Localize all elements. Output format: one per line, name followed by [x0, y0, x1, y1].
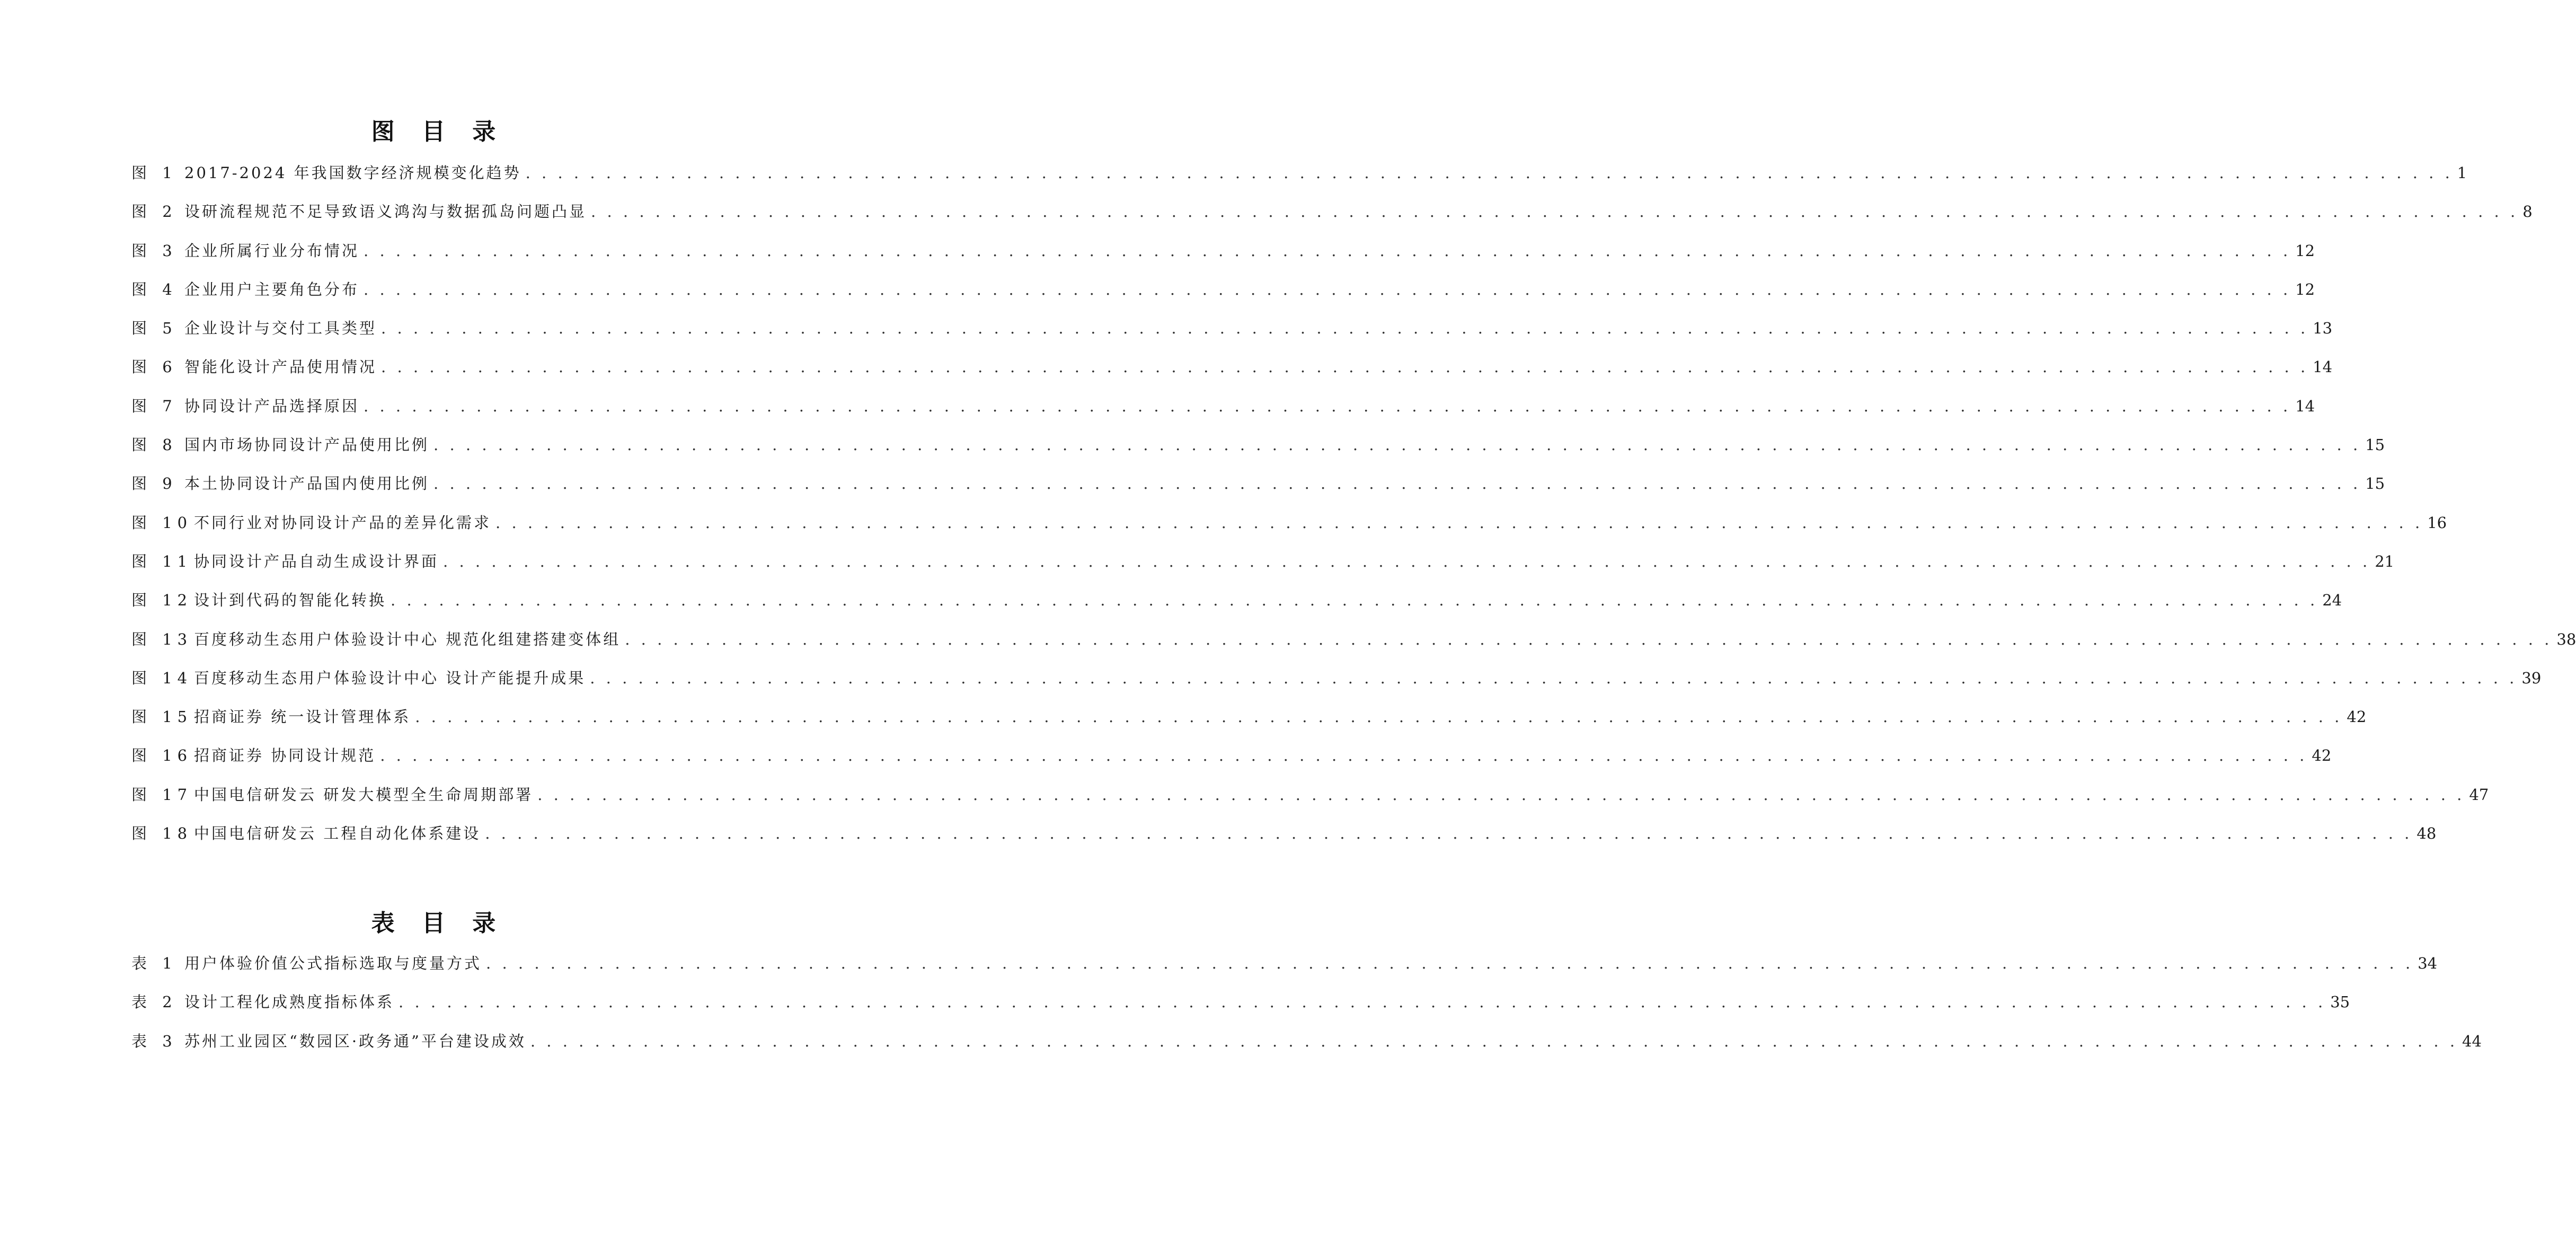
figure-toc-entry[interactable] [131, 667, 2542, 706]
entry-page-number: 16 [2427, 513, 2447, 532]
figure-toc-entry[interactable] [131, 434, 2385, 473]
figure-toc-entry[interactable] [131, 706, 2367, 745]
entry-label: 表 1 [131, 954, 178, 972]
figure-toc-title: 图 目 录 [371, 118, 506, 145]
dot-leader: . . . . . . . . . . . . . . . . . . . . . . . . . . . . . . . . . . . . . . . . . . . . . . . . . . . . . . . . . . . . . . . . . . . . . . . . . . . . . . . . . . . . . . . . . . . . . . . . . . . . . . . . . . . . . . . . . . . . . . . . [433, 474, 2361, 493]
table-toc-title: 表 目 录 [371, 910, 506, 937]
table-toc-entry[interactable] [131, 1031, 2482, 1069]
dot-leader: . . . . . . . . . . . . . . . . . . . . . . . . . . . . . . . . . . . . . . . . . . . . . . . . . . . . . . . . . . . . . . . . . . . . . . . . . . . . . . . . . . . . . . . . . . . . . . . . . . . . . . . . . . . . . . . . . . . . . . . . [381, 319, 2309, 338]
entry-title: 协同设计产品自动生成设计界面 [194, 552, 439, 570]
dot-leader: . . . . . . . . . . . . . . . . . . . . . . . . . . . . . . . . . . . . . . . . . . . . . . . . . . . . . . . . . . . . . . . . . . . . . . . . . . . . . . . . . . . . . . . . . . . . . . . . . . . . . . . . . . . . . . . . . . . . . . . . [590, 669, 2518, 687]
entry-label: 图 4 [131, 280, 178, 298]
entry-label: 图 1 [131, 164, 178, 182]
entry-title: 国内市场协同设计产品使用比例 [184, 436, 430, 454]
figure-toc-entry[interactable] [131, 823, 2437, 861]
dot-leader: . . . . . . . . . . . . . . . . . . . . . . . . . . . . . . . . . . . . . . . . . . . . . . . . . . . . . . . . . . . . . . . . . . . . . . . . . . . . . . . . . . . . . . . . . . . . . . . . . . . . . . . . . . . . . . . . . . . . . . . . [625, 630, 2553, 648]
entry-page-number: 14 [2313, 358, 2333, 376]
entry-label: 图 5 [131, 319, 178, 338]
entry-label: 图 9 [131, 474, 178, 493]
figure-toc-entry[interactable] [131, 318, 2333, 356]
dot-leader: . . . . . . . . . . . . . . . . . . . . . . . . . . . . . . . . . . . . . . . . . . . . . . . . . . . . . . . . . . . . . . . . . . . . . . . . . . . . . . . . . . . . . . . . . . . . . . . . . . . . . . . . . . . . . . . . . . . . . . . . [530, 1032, 2458, 1050]
entry-page-number: 14 [2295, 397, 2315, 415]
dot-leader: . . . . . . . . . . . . . . . . . . . . . . . . . . . . . . . . . . . . . . . . . . . . . . . . . . . . . . . . . . . . . . . . . . . . . . . . . . . . . . . . . . . . . . . . . . . . . . . . . . . . . . . . . . . . . . . . . . . . . . . . [486, 954, 2414, 972]
entry-title: 招商证券 统一设计管理体系 [194, 708, 411, 726]
entry-page-number: 38 [2556, 630, 2576, 648]
entry-title: 中国电信研发云 研发大模型全生命周期部署 [194, 785, 534, 804]
entry-page-number: 1 [2457, 164, 2467, 182]
entry-page-number: 12 [2295, 280, 2315, 298]
entry-page-number: 8 [2522, 203, 2533, 221]
entry-page-number: 42 [2347, 708, 2367, 726]
dot-leader: . . . . . . . . . . . . . . . . . . . . . . . . . . . . . . . . . . . . . . . . . . . . . . . . . . . . . . . . . . . . . . . . . . . . . . . . . . . . . . . . . . . . . . . . . . . . . . . . . . . . . . . . . . . . . . . . . . . . . . . . [391, 591, 2318, 610]
entry-label: 图 11 [131, 552, 193, 570]
entry-page-number: 15 [2365, 474, 2385, 493]
entry-title: 企业用户主要角色分布 [184, 280, 360, 298]
entry-title: 百度移动生态用户体验设计中心 规范化组建搭建变体组 [194, 630, 621, 648]
table-toc-list [131, 953, 2482, 1069]
dot-leader: . . . . . . . . . . . . . . . . . . . . . . . . . . . . . . . . . . . . . . . . . . . . . . . . . . . . . . . . . . . . . . . . . . . . . . . . . . . . . . . . . . . . . . . . . . . . . . . . . . . . . . . . . . . . . . . . . . . . . . . . [381, 358, 2309, 376]
entry-page-number: 35 [2330, 993, 2350, 1012]
entry-title: 中国电信研发云 工程自动化体系建设 [194, 824, 481, 843]
entry-label: 图 12 [131, 591, 193, 610]
entry-page-number: 42 [2312, 746, 2332, 765]
dot-leader: . . . . . . . . . . . . . . . . . . . . . . . . . . . . . . . . . . . . . . . . . . . . . . . . . . . . . . . . . . . . . . . . . . . . . . . . . . . . . . . . . . . . . . . . . . . . . . . . . . . . . . . . . . . . . . . . . . . . . . . . [364, 241, 2291, 260]
entry-label: 图 17 [131, 785, 193, 804]
entry-label: 图 7 [131, 397, 178, 415]
figure-toc-entry[interactable] [131, 201, 2533, 240]
figure-toc-entry[interactable] [131, 512, 2447, 551]
entry-label: 表 3 [131, 1032, 178, 1050]
dot-leader: . . . . . . . . . . . . . . . . . . . . . . . . . . . . . . . . . . . . . . . . . . . . . . . . . . . . . . . . . . . . . . . . . . . . . . . . . . . . . . . . . . . . . . . . . . . . . . . . . . . . . . . . . . . . . . . . . . . . . . . . [415, 708, 2343, 726]
figure-toc-entry[interactable] [131, 395, 2315, 434]
dot-leader: . . . . . . . . . . . . . . . . . . . . . . . . . . . . . . . . . . . . . . . . . . . . . . . . . . . . . . . . . . . . . . . . . . . . . . . . . . . . . . . . . . . . . . . . . . . . . . . . . . . . . . . . . . . . . . . . . . . . . . . . [485, 824, 2413, 843]
entry-page-number: 47 [2469, 785, 2489, 804]
entry-title: 设计工程化成熟度指标体系 [184, 993, 395, 1012]
dot-leader: . . . . . . . . . . . . . . . . . . . . . . . . . . . . . . . . . . . . . . . . . . . . . . . . . . . . . . . . . . . . . . . . . . . . . . . . . . . . . . . . . . . . . . . . . . . . . . . . . . . . . . . . . . . . . . . . . . . . . . . . [591, 203, 2519, 221]
entry-page-number: 12 [2295, 241, 2315, 260]
entry-title: 企业所属行业分布情况 [184, 241, 360, 260]
figure-toc-entry[interactable] [131, 473, 2385, 512]
entry-label: 图 8 [131, 436, 178, 454]
figure-toc-list [131, 162, 2576, 861]
figure-toc-entry[interactable] [131, 162, 2467, 201]
dot-leader: . . . . . . . . . . . . . . . . . . . . . . . . . . . . . . . . . . . . . . . . . . . . . . . . . . . . . . . . . . . . . . . . . . . . . . . . . . . . . . . . . . . . . . . . . . . . . . . . . . . . . . . . . . . . . . . . . . . . . . . . [399, 993, 2326, 1012]
figure-toc-entry[interactable] [131, 279, 2315, 318]
entry-label: 图 3 [131, 241, 178, 260]
entry-page-number: 21 [2375, 552, 2395, 570]
entry-label: 表 2 [131, 993, 178, 1012]
entry-page-number: 15 [2365, 436, 2385, 454]
entry-title: 不同行业对协同设计产品的差异化需求 [194, 513, 492, 532]
figure-toc-entry[interactable] [131, 745, 2332, 784]
entry-label: 图 14 [131, 669, 193, 687]
entry-title: 设计到代码的智能化转换 [194, 591, 387, 610]
dot-leader: . . . . . . . . . . . . . . . . . . . . . . . . . . . . . . . . . . . . . . . . . . . . . . . . . . . . . . . . . . . . . . . . . . . . . . . . . . . . . . . . . . . . . . . . . . . . . . . . . . . . . . . . . . . . . . . . . . . . . . . . [364, 280, 2291, 298]
figure-toc-entry[interactable] [131, 629, 2576, 667]
table-toc-entry[interactable] [131, 991, 2350, 1030]
figure-toc-entry[interactable] [131, 240, 2315, 279]
figure-toc-entry[interactable] [131, 784, 2489, 823]
entry-label: 图 2 [131, 203, 178, 221]
table-toc-entry[interactable] [131, 953, 2438, 991]
entry-title: 设研流程规范不足导致语义鸿沟与数据孤岛问题凸显 [184, 203, 587, 221]
entry-page-number: 48 [2416, 824, 2437, 843]
figure-toc-entry[interactable] [131, 551, 2395, 590]
dot-leader: . . . . . . . . . . . . . . . . . . . . . . . . . . . . . . . . . . . . . . . . . . . . . . . . . . . . . . . . . . . . . . . . . . . . . . . . . . . . . . . . . . . . . . . . . . . . . . . . . . . . . . . . . . . . . . . . . . . . . . . . [433, 436, 2361, 454]
dot-leader: . . . . . . . . . . . . . . . . . . . . . . . . . . . . . . . . . . . . . . . . . . . . . . . . . . . . . . . . . . . . . . . . . . . . . . . . . . . . . . . . . . . . . . . . . . . . . . . . . . . . . . . . . . . . . . . . . . . . . . . . [495, 513, 2423, 532]
entry-title: 2017-2024 年我国数字经济规模变化趋势 [184, 164, 521, 182]
entry-page-number: 13 [2313, 319, 2333, 338]
entry-page-number: 24 [2322, 591, 2342, 610]
entry-title: 智能化设计产品使用情况 [184, 358, 377, 376]
dot-leader: . . . . . . . . . . . . . . . . . . . . . . . . . . . . . . . . . . . . . . . . . . . . . . . . . . . . . . . . . . . . . . . . . . . . . . . . . . . . . . . . . . . . . . . . . . . . . . . . . . . . . . . . . . . . . . . . . . . . . . . . [525, 164, 2453, 182]
entry-label: 图 6 [131, 358, 178, 376]
entry-title: 企业设计与交付工具类型 [184, 319, 377, 338]
entry-label: 图 18 [131, 824, 193, 843]
entry-label: 图 13 [131, 630, 193, 648]
figure-toc-entry[interactable] [131, 356, 2333, 395]
entry-title: 用户体验价值公式指标选取与度量方式 [184, 954, 482, 972]
dot-leader: . . . . . . . . . . . . . . . . . . . . . . . . . . . . . . . . . . . . . . . . . . . . . . . . . . . . . . . . . . . . . . . . . . . . . . . . . . . . . . . . . . . . . . . . . . . . . . . . . . . . . . . . . . . . . . . . . . . . . . . . [537, 785, 2465, 804]
entry-label: 图 16 [131, 746, 193, 765]
entry-page-number: 44 [2462, 1032, 2482, 1050]
entry-page-number: 34 [2418, 954, 2438, 972]
entry-label: 图 15 [131, 708, 193, 726]
entry-title: 苏州工业园区“数园区·政务通”平台建设成效 [184, 1032, 526, 1050]
dot-leader: . . . . . . . . . . . . . . . . . . . . . . . . . . . . . . . . . . . . . . . . . . . . . . . . . . . . . . . . . . . . . . . . . . . . . . . . . . . . . . . . . . . . . . . . . . . . . . . . . . . . . . . . . . . . . . . . . . . . . . . . [380, 746, 2308, 765]
entry-title: 招商证券 协同设计规范 [194, 746, 376, 765]
entry-title: 本土协同设计产品国内使用比例 [184, 474, 430, 493]
dot-leader: . . . . . . . . . . . . . . . . . . . . . . . . . . . . . . . . . . . . . . . . . . . . . . . . . . . . . . . . . . . . . . . . . . . . . . . . . . . . . . . . . . . . . . . . . . . . . . . . . . . . . . . . . . . . . . . . . . . . . . . . [443, 552, 2371, 570]
entry-title: 百度移动生态用户体验设计中心 设计产能提升成果 [194, 669, 586, 687]
entry-title: 协同设计产品选择原因 [184, 397, 360, 415]
entry-page-number: 39 [2521, 669, 2542, 687]
entry-label: 图 10 [131, 513, 193, 532]
figure-toc-entry[interactable] [131, 590, 2342, 628]
dot-leader: . . . . . . . . . . . . . . . . . . . . . . . . . . . . . . . . . . . . . . . . . . . . . . . . . . . . . . . . . . . . . . . . . . . . . . . . . . . . . . . . . . . . . . . . . . . . . . . . . . . . . . . . . . . . . . . . . . . . . . . . [364, 397, 2291, 415]
